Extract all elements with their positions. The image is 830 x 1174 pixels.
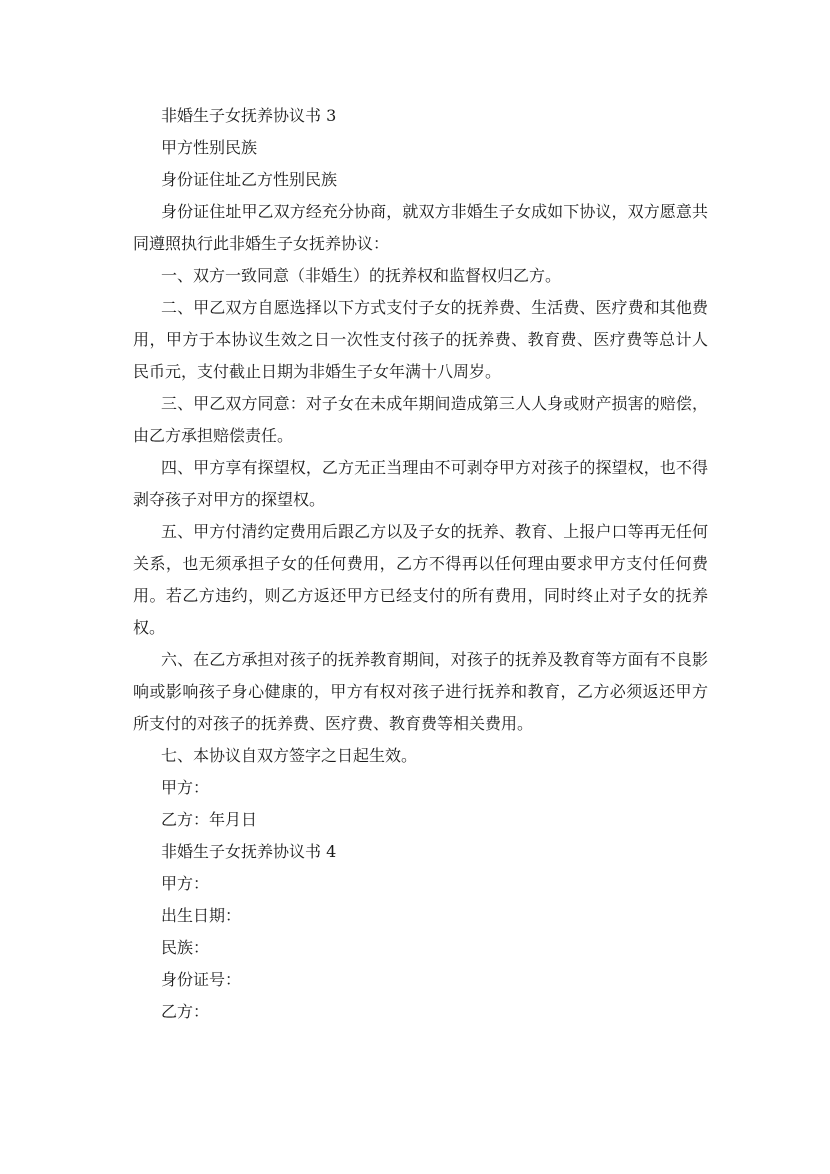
clause-5: 五、甲方付清约定费用后跟乙方以及子女的抚养、教育、上报户口等再无任何关系，也无须承担子女的任何费用，乙方不得再以任何理由要求甲方支付任何费用。若乙方违约，则乙方返还甲方已经支付的所有费用，同时终止对子女的抚养权。	[133, 522, 708, 637]
clause-7: 七、本协议自双方签字之日起生效。	[161, 746, 418, 765]
birth-date-label: 出生日期：	[161, 906, 242, 925]
section-title-3: 非婚生子女抚养协议书 3	[161, 106, 337, 125]
document-body	[133, 100, 708, 1028]
clause-1: 一、双方一致同意（非婚生）的抚养权和监督权归乙方。	[161, 266, 562, 285]
party-a-label: 甲方：	[161, 874, 210, 893]
id-number-label: 身份证号：	[161, 970, 242, 989]
party-b-label: 乙方：	[161, 1002, 210, 1021]
party-a-info: 甲方性别民族	[161, 138, 258, 157]
signature-party-b: 乙方：年月日	[161, 810, 258, 829]
clause-3: 三、甲乙双方同意：对子女在未成年期间造成第三人人身或财产损害的赔偿，由乙方承担赔偿责任。	[133, 394, 708, 445]
ethnicity-label: 民族：	[161, 938, 210, 957]
clause-6: 六、在乙方承担对孩子的抚养教育期间，对孩子的抚养及教育等方面有不良影响或影响孩子身心健康的，甲方有权对孩子进行抚养和教育，乙方必须返还甲方所支付的对孩子的抚养费、医疗费、教育费等相关费用。	[133, 650, 708, 733]
clause-2: 二、甲乙双方自愿选择以下方式支付子女的抚养费、生活费、医疗费和其他费用，甲方于本协议生效之日一次性支付孩子的抚养费、教育费、医疗费等总计人民币元，支付截止日期为非婚生子女年满十八周岁。	[133, 298, 708, 381]
clause-4: 四、甲方享有探望权，乙方无正当理由不可剥夺甲方对孩子的探望权，也不得剥夺孩子对甲方的探望权。	[133, 458, 708, 509]
intro-paragraph: 身份证住址甲乙双方经充分协商，就双方非婚生子女成如下协议，双方愿意共同遵照执行此非婚生子女抚养协议：	[133, 202, 708, 253]
signature-party-a: 甲方：	[161, 778, 210, 797]
party-b-info: 身份证住址乙方性别民族	[161, 170, 338, 189]
section-title-4: 非婚生子女抚养协议书 4	[161, 842, 337, 861]
